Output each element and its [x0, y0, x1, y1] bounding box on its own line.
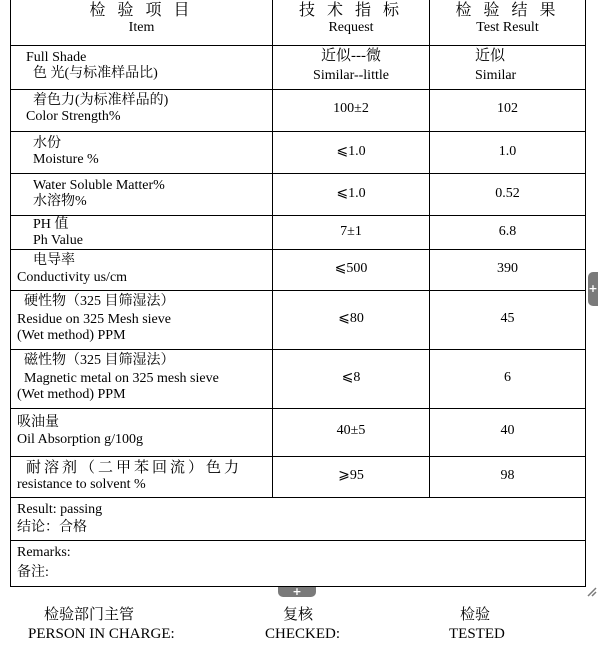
item-text: 磁性物（325 目筛湿法） [24, 353, 175, 368]
item-text: 水溶物% [33, 194, 87, 209]
item-text: Water Soluble Matter% [33, 178, 165, 193]
request-value: 40±5 [336, 423, 366, 438]
dept-head-label-cn: 检验部门主管 [44, 607, 135, 623]
item-text: Oil Absorption g/100g [17, 432, 144, 447]
item-text: Color Strength% [26, 109, 121, 124]
item-text: 色 光(与标准样品比) [33, 66, 158, 81]
item-text: Full Shade [26, 50, 87, 65]
request-value: 7±1 [340, 224, 362, 239]
resize-grip-icon[interactable] [587, 587, 597, 597]
header-result-cn: 检 验 结 果 [455, 2, 560, 19]
table-row [11, 291, 585, 350]
table-row [11, 46, 585, 90]
table-row [11, 90, 585, 132]
request-value: ⩽8 [341, 370, 361, 385]
item-text: Magnetic metal on 325 mesh sieve [24, 371, 219, 386]
result-value: 390 [497, 261, 518, 276]
request-value: ⩽80 [338, 311, 364, 326]
request-value: ⩽1.0 [336, 144, 366, 159]
item-text: (Wet method) PPM [17, 387, 126, 402]
table-row [11, 174, 585, 216]
result-value: Similar [475, 68, 517, 83]
checked-label: CHECKED: [265, 626, 340, 642]
inspection-table [10, 0, 586, 587]
result-value: 6.8 [498, 224, 517, 239]
result-text-cn: 结论：合格 [17, 520, 87, 535]
item-text: PH 值 [33, 217, 69, 232]
item-text: 耐溶剂（二甲苯回流）色力 [26, 460, 243, 476]
result-text-en: Result: passing [17, 502, 103, 517]
request-value: ⩾95 [338, 468, 364, 483]
table-row [11, 457, 585, 498]
result-block [11, 498, 585, 541]
checked-label-cn: 复核 [283, 607, 314, 623]
item-text: 着色力(为标准样品的) [33, 93, 169, 108]
result-value: 45 [500, 311, 515, 326]
item-text: 水份 [33, 136, 61, 151]
tested-label: TESTED [449, 626, 505, 642]
item-text: 硬性物（325 目筛湿法） [24, 294, 175, 309]
tested-label-cn: 检验 [460, 607, 491, 623]
request-value: 近似---微 [321, 48, 381, 64]
table-row [11, 350, 585, 409]
result-value: 近似 [475, 48, 506, 64]
item-text: 吸油量 [17, 415, 59, 430]
item-text: 电导率 [33, 253, 75, 268]
request-value: 100±2 [333, 101, 369, 116]
result-value: 0.52 [495, 186, 520, 201]
remarks-text-en: Remarks: [17, 545, 71, 560]
header-result-cell [430, 0, 585, 45]
result-value: 102 [497, 101, 518, 116]
header-request-cell [273, 0, 430, 45]
item-text: Moisture % [33, 152, 99, 167]
table-header-row [11, 0, 585, 46]
result-value: 6 [504, 370, 511, 385]
header-result-en: Test Result [476, 20, 539, 35]
table-row [11, 132, 585, 174]
item-text: Conductivity us/cm [17, 270, 128, 285]
result-value: 1.0 [498, 144, 517, 159]
header-item-cell [11, 0, 273, 45]
result-value: 98 [500, 468, 515, 483]
item-text: resistance to solvent % [17, 477, 146, 492]
header-request-en: Request [328, 20, 374, 35]
remarks-block [11, 541, 585, 587]
add-column-handle[interactable]: + [588, 272, 598, 306]
remarks-text-cn: 备注: [17, 565, 49, 580]
request-value: ⩽1.0 [336, 186, 366, 201]
table-row [11, 250, 585, 291]
request-value: ⩽500 [334, 261, 368, 276]
item-text: Ph Value [33, 233, 83, 248]
item-text: Residue on 325 Mesh sieve [17, 312, 171, 327]
header-item-cn: 检 验 项 目 [89, 2, 194, 19]
add-row-handle[interactable]: + [278, 587, 316, 597]
result-value: 40 [500, 423, 515, 438]
request-value: Similar--little [313, 68, 389, 83]
person-in-charge-label: PERSON IN CHARGE: [28, 626, 175, 642]
table-row [11, 216, 585, 250]
table-row [11, 409, 585, 457]
header-item-en: Item [128, 20, 155, 35]
header-request-cn: 技 术 指 标 [298, 2, 403, 19]
item-text: (Wet method) PPM [17, 328, 126, 343]
